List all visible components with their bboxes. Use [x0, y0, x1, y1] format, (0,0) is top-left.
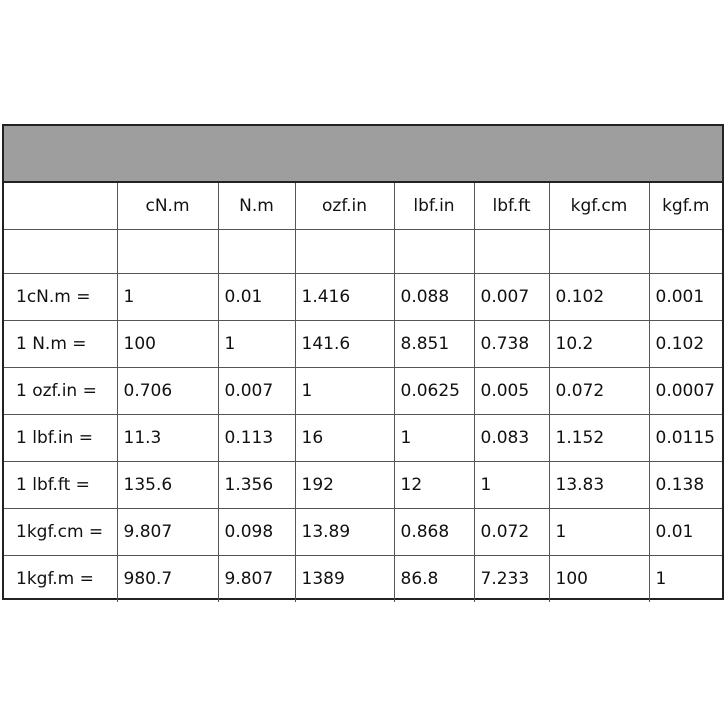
column-header-cnm: cN.m: [117, 183, 218, 230]
value-cell: 7.233: [474, 556, 549, 603]
corner-cell: [4, 183, 117, 230]
unit-header-row: [4, 183, 722, 230]
column-header-lbfft: lbf.ft: [474, 183, 549, 230]
value-cell: 12: [394, 462, 474, 509]
empty-cell: [474, 230, 549, 274]
value-cell: 0.098: [218, 509, 295, 556]
value-cell: 86.8: [394, 556, 474, 603]
empty-cell: [4, 230, 117, 274]
value-cell: 0.072: [549, 368, 649, 415]
value-cell: 100: [117, 321, 218, 368]
table-row: [4, 415, 722, 462]
value-cell: 1: [117, 274, 218, 321]
value-cell: 0.01: [649, 509, 722, 556]
value-cell: 192: [295, 462, 394, 509]
value-cell: 1.356: [218, 462, 295, 509]
value-cell: 1.416: [295, 274, 394, 321]
value-cell: 11.3: [117, 415, 218, 462]
value-cell: 16: [295, 415, 394, 462]
column-header-ozfin: ozf.in: [295, 183, 394, 230]
value-cell: 100: [549, 556, 649, 603]
value-cell: 0.706: [117, 368, 218, 415]
value-cell: 8.851: [394, 321, 474, 368]
row-header: 1kgf.cm =: [4, 509, 117, 556]
column-header-lbfin: lbf.in: [394, 183, 474, 230]
value-cell: 0.01: [218, 274, 295, 321]
table-row: [4, 368, 722, 415]
value-cell: 0.083: [474, 415, 549, 462]
value-cell: 0.005: [474, 368, 549, 415]
value-cell: 0.007: [474, 274, 549, 321]
value-cell: 141.6: [295, 321, 394, 368]
value-cell: 0.0625: [394, 368, 474, 415]
value-cell: 0.868: [394, 509, 474, 556]
value-cell: 0.072: [474, 509, 549, 556]
value-cell: 1.152: [549, 415, 649, 462]
value-cell: 0.0007: [649, 368, 722, 415]
value-cell: 0.738: [474, 321, 549, 368]
value-cell: 0.0115: [649, 415, 722, 462]
row-header: 1 ozf.in =: [4, 368, 117, 415]
value-cell: 1: [649, 556, 722, 603]
conversion-grid: [4, 183, 722, 602]
empty-cell: [295, 230, 394, 274]
value-cell: 1: [295, 368, 394, 415]
empty-cell: [649, 230, 722, 274]
value-cell: 0.007: [218, 368, 295, 415]
table-row: [4, 462, 722, 509]
table-row: [4, 509, 722, 556]
table-row: [4, 321, 722, 368]
empty-cell: [117, 230, 218, 274]
value-cell: 1: [474, 462, 549, 509]
row-header: 1kgf.m =: [4, 556, 117, 603]
empty-row: [4, 230, 722, 274]
table-row: [4, 556, 722, 603]
row-header: 1 lbf.ft =: [4, 462, 117, 509]
value-cell: 0.102: [549, 274, 649, 321]
value-cell: 0.113: [218, 415, 295, 462]
row-header: 1cN.m =: [4, 274, 117, 321]
value-cell: 13.89: [295, 509, 394, 556]
table-row: [4, 274, 722, 321]
value-cell: 0.102: [649, 321, 722, 368]
row-header: 1 lbf.in =: [4, 415, 117, 462]
empty-cell: [218, 230, 295, 274]
value-cell: 0.001: [649, 274, 722, 321]
value-cell: 1389: [295, 556, 394, 603]
value-cell: 1: [549, 509, 649, 556]
torque-conversion-table: [2, 124, 724, 600]
value-cell: 0.088: [394, 274, 474, 321]
column-header-kgfcm: kgf.cm: [549, 183, 649, 230]
column-header-nm: N.m: [218, 183, 295, 230]
row-header: 1 N.m =: [4, 321, 117, 368]
value-cell: 13.83: [549, 462, 649, 509]
value-cell: 1: [394, 415, 474, 462]
empty-cell: [549, 230, 649, 274]
value-cell: 10.2: [549, 321, 649, 368]
value-cell: 1: [218, 321, 295, 368]
column-header-kgfm: kgf.m: [649, 183, 722, 230]
value-cell: 9.807: [218, 556, 295, 603]
value-cell: 0.138: [649, 462, 722, 509]
value-cell: 135.6: [117, 462, 218, 509]
empty-cell: [394, 230, 474, 274]
table-title-bar: [4, 126, 722, 183]
value-cell: 980.7: [117, 556, 218, 603]
value-cell: 9.807: [117, 509, 218, 556]
